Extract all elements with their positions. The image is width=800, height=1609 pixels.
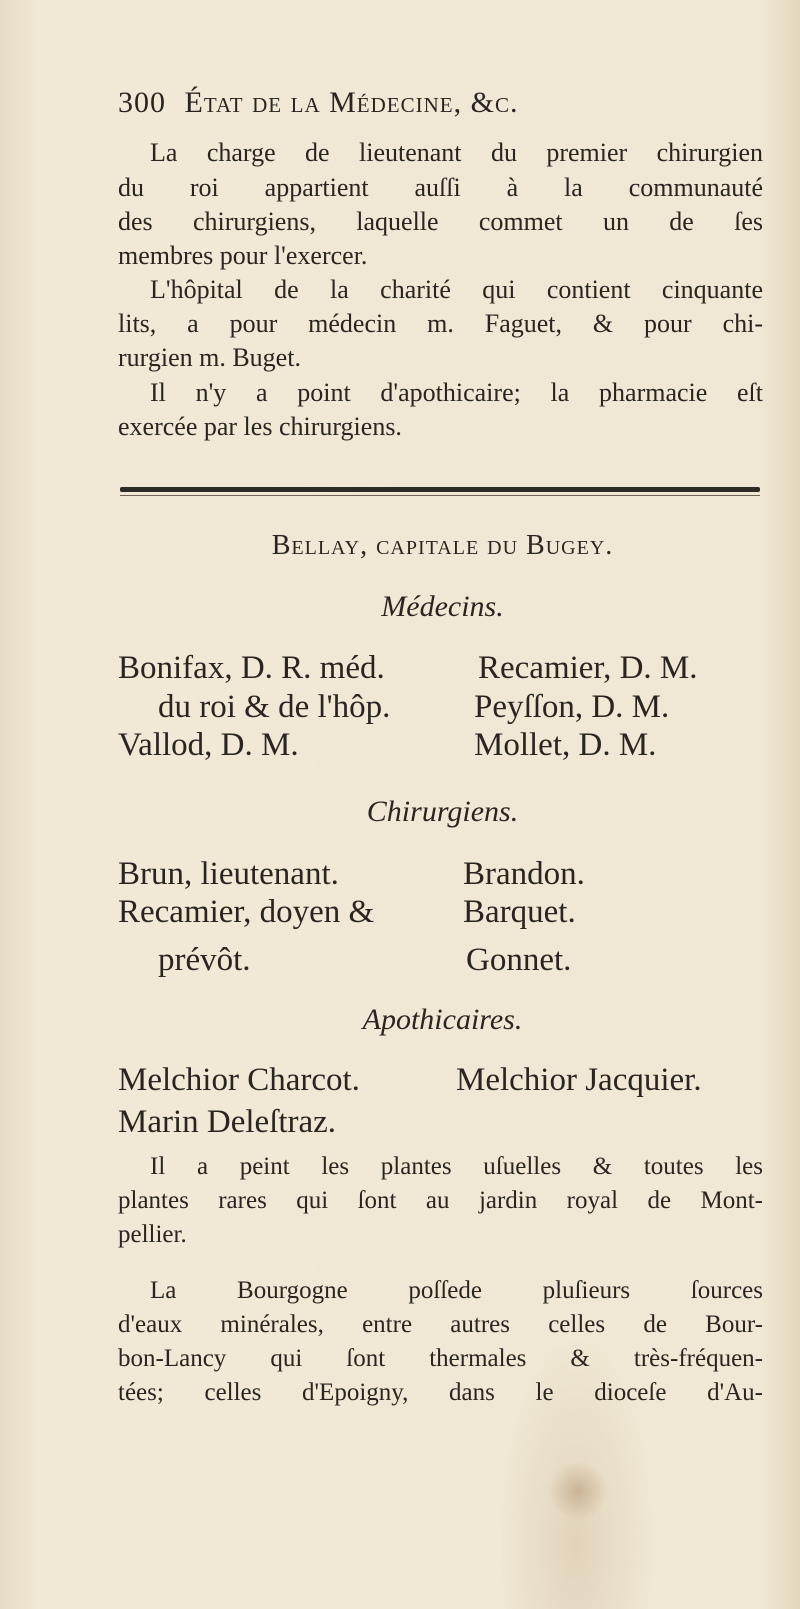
chirurgien-right: Brandon. [463,856,585,892]
intro-line: La charge de lieutenant du premier chirurgien [150,138,763,167]
chirurgiens-heading: Chirurgiens. [366,795,519,828]
medecin-left: du roi & de l'hôp. [158,689,391,725]
apothicaires-heading: Apothicaires. [362,1003,523,1036]
running-header [118,86,698,120]
note-line: Il a peint les plantes uſuelles & toutes les [150,1153,763,1180]
intro-line: exercée par les chirurgiens. [118,412,402,441]
closing-line: La Bourgogne poſſede pluſieurs ſources [150,1277,763,1304]
chirurgien-left: Brun, lieutenant. [118,856,339,892]
closing-line: d'eaux minérales, entre autres celles de Bour- [118,1311,763,1338]
intro-line: des chirurgiens, laquelle commet un de ſes [118,207,763,236]
city-heading: Bellay, capitale du Bugey. [271,530,614,561]
note-line: pellier. [118,1221,187,1248]
intro-line: membres pour l'exercer. [118,241,368,270]
closing-paragraph [118,1274,763,1410]
intro-line: lits, a pour médecin m. Faguet, & pour chi- [118,309,763,338]
note-line: plantes rares qui ſont au jardin royal de Mont- [118,1187,763,1214]
closing-line: tées; celles d'Epoigny, dans le dioceſe d'Au- [118,1379,763,1406]
medecin-right: Peyſſon, D. M. [474,689,670,725]
section-divider [120,487,760,492]
chirurgien-right: Barquet. [463,894,576,930]
apothicaire-left: Melchior Charcot. [118,1062,360,1098]
closing-line: bon-Lancy qui ſont thermales & très-fréquen- [118,1345,763,1372]
intro-line: Il n'y a point d'apothicaire; la pharmacie eſt [150,378,763,407]
note-paragraph [118,1150,763,1252]
intro-line: du roi appartient auſſi à la communauté [118,173,763,202]
chirurgien-right: Gonnet. [466,942,572,978]
intro-line: L'hôpital de la charité qui contient cinquante [150,275,763,304]
medecin-right: Mollet, D. M. [474,727,657,763]
page-number: 300 [118,86,166,119]
medecins-heading: Médecins. [381,590,504,623]
medecin-left: Bonifax, D. R. méd. [118,650,385,686]
section-divider-thin [120,495,760,496]
chirurgien-left: prévôt. [158,942,251,978]
intro-line: rurgien m. Buget. [118,343,301,372]
apothicaire-right: Melchior Jacquier. [456,1062,702,1098]
medecin-right: Recamier, D. M. [478,650,698,686]
chirurgien-left: Recamier, doyen & [118,894,375,930]
running-title: État de la Médecine, &c. [184,86,519,119]
medecin-left: Vallod, D. M. [118,727,299,763]
apothicaire-line: Marin Deleſtraz. [118,1104,337,1140]
paper-stain [548,1462,608,1520]
